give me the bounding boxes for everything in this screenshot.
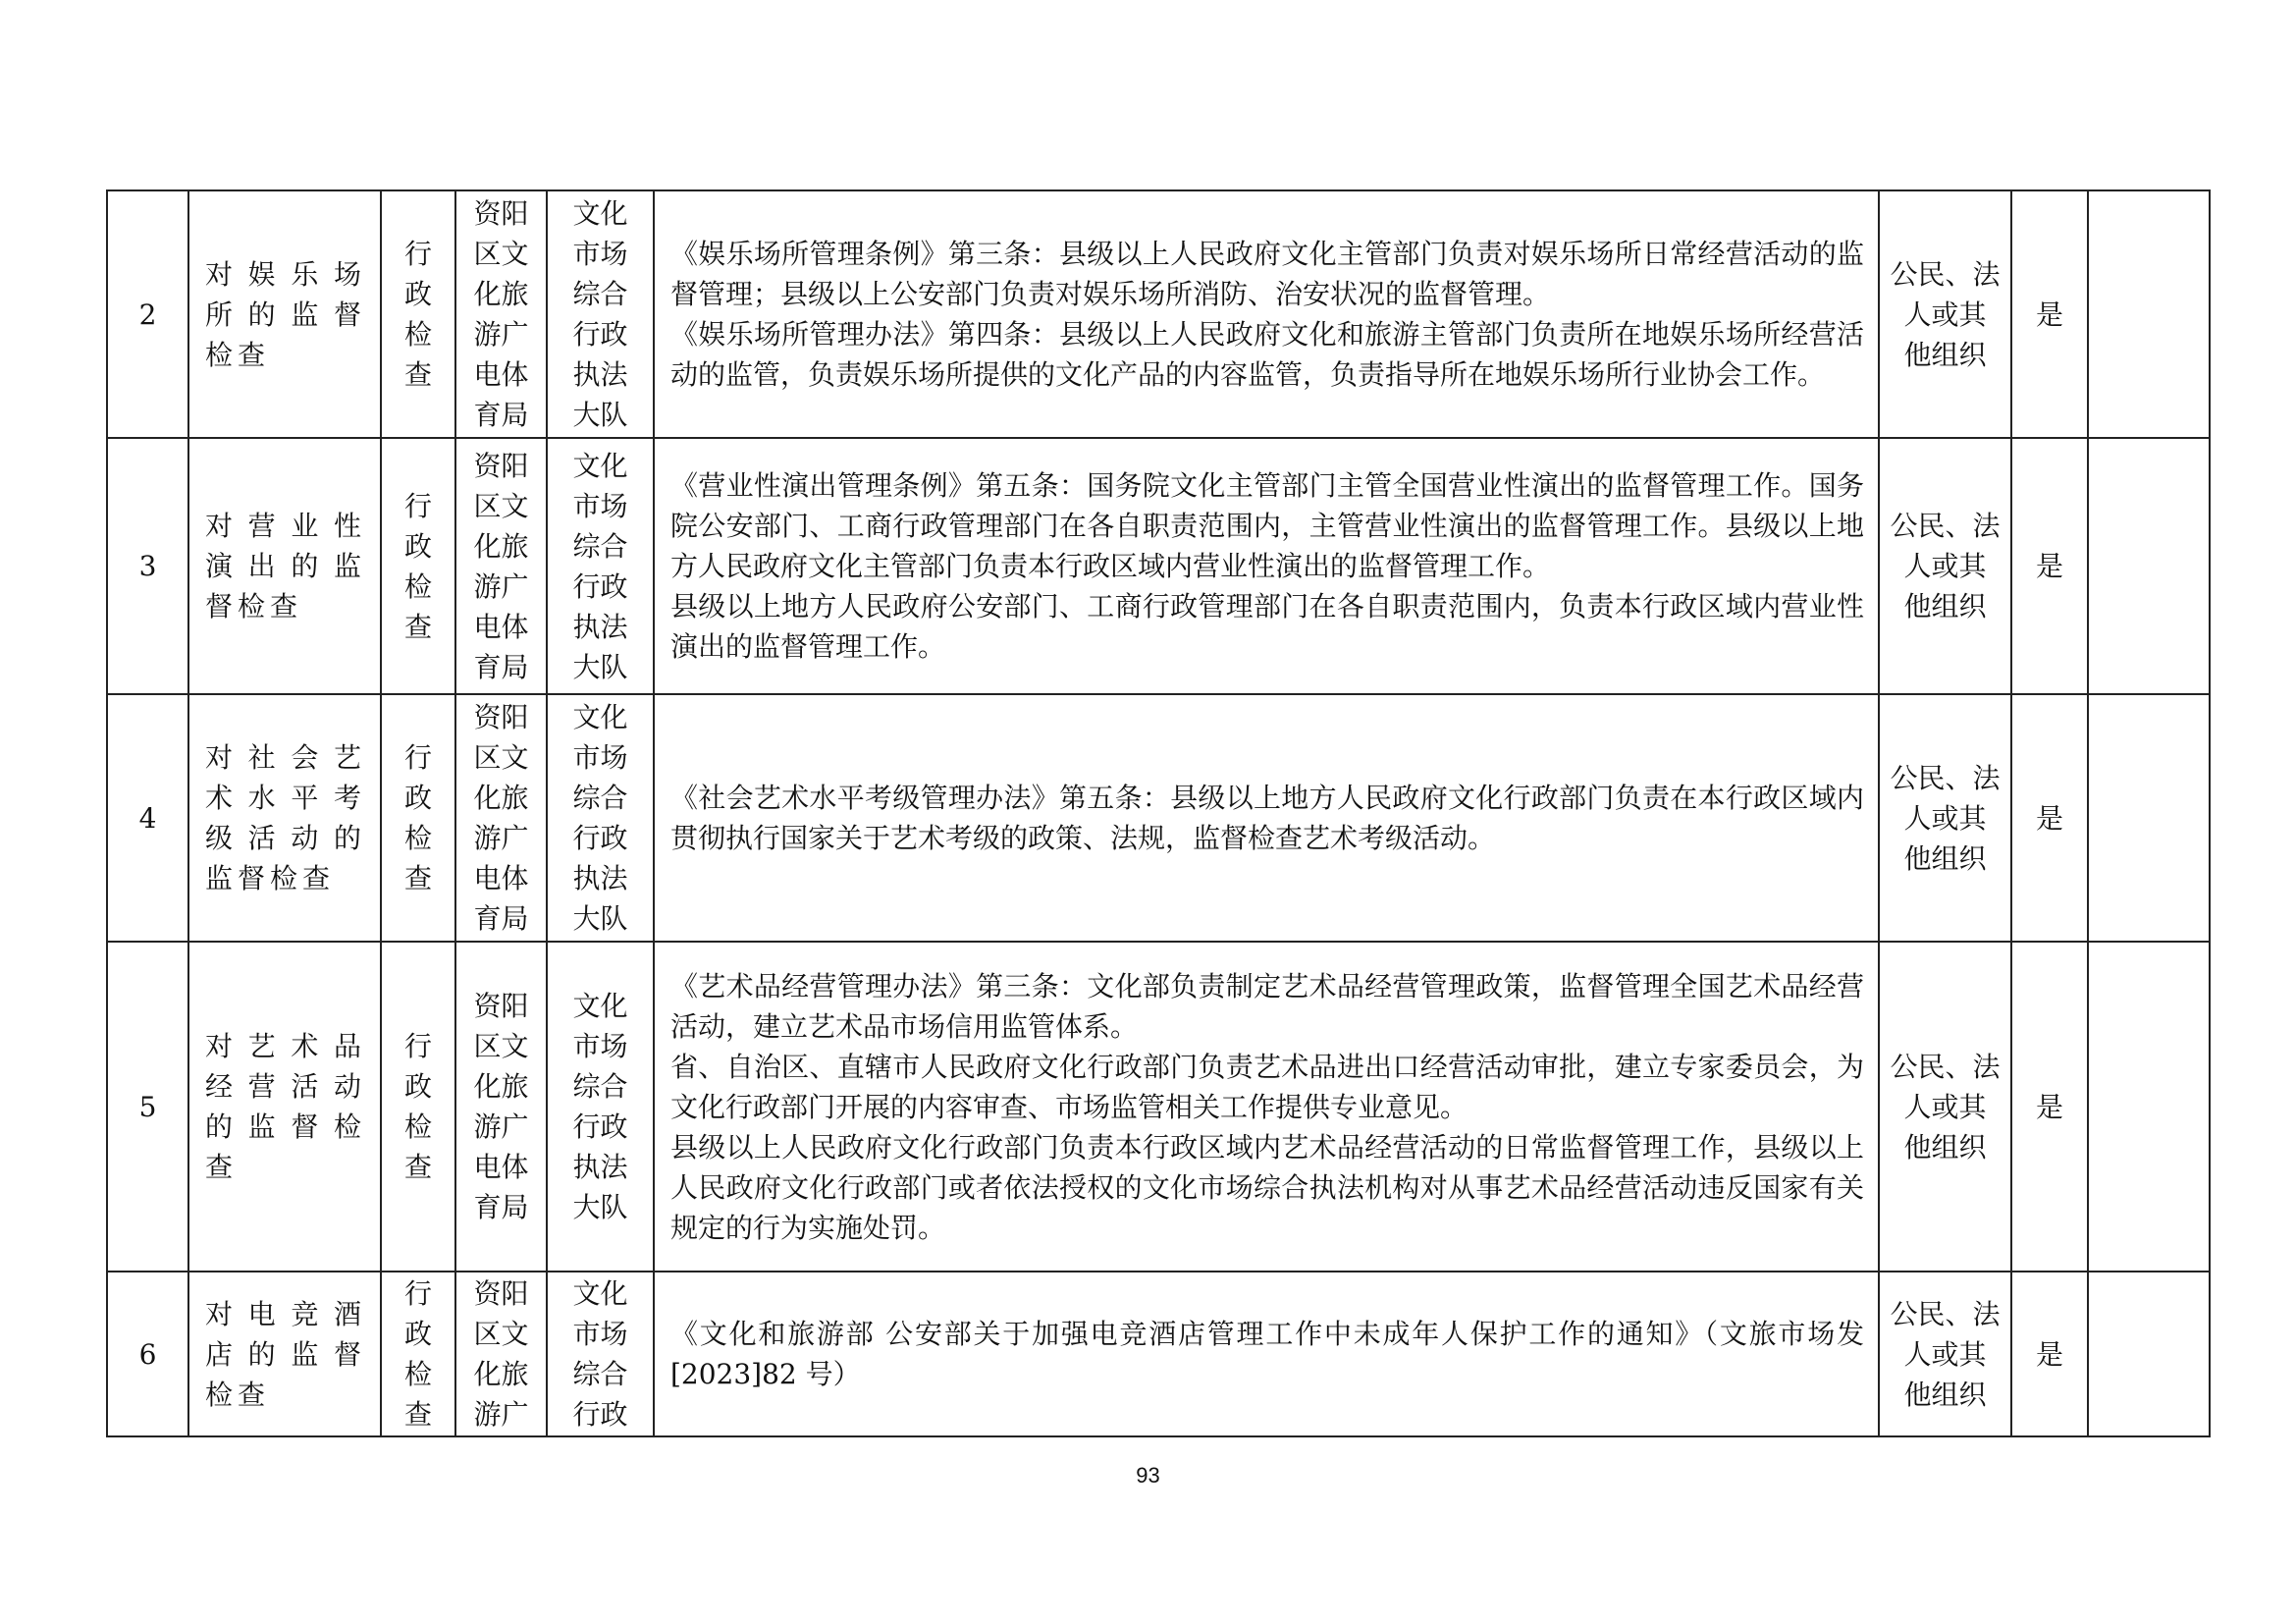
flag-cell: 是 xyxy=(2011,694,2088,942)
department-cell: 资阳 区文 化旅 游广 电体 育局 xyxy=(455,438,547,694)
subject-cell: 公民、法 人或其 他组织 xyxy=(1879,694,2011,942)
legal-basis-cell xyxy=(654,942,1879,1272)
category-cell: 行 政 检 查 xyxy=(381,942,455,1272)
note-cell xyxy=(2088,694,2210,942)
flag-cell: 是 xyxy=(2011,438,2088,694)
basis-paragraph: 县级以上地方人民政府公安部门、工商行政管理部门在各自职责范围内，负责本行政区域内营业性演出的监督管理工作。 xyxy=(670,590,1864,663)
category-cell: 行 政 检 查 xyxy=(381,1272,455,1436)
table-row xyxy=(107,438,2210,694)
executor-cell: 文化 市场 综合 行政 执法 大队 xyxy=(547,942,654,1272)
table-row xyxy=(107,942,2210,1272)
basis-paragraph: 《营业性演出管理条例》第五条：国务院文化主管部门主管全国营业性演出的监督管理工作。国务院公安部门、工商行政管理部门在各自职责范围内，主管营业性演出的监督管理工作。县级以上地方人民政府文化主管部门负责本行政区域内营业性演出的监督管理工作。 xyxy=(670,469,1864,582)
executor-cell: 文化 市场 综合 行政 执法 大队 xyxy=(547,438,654,694)
note-cell xyxy=(2088,1272,2210,1436)
item-name: 对艺术品经营活动的监督检查 xyxy=(188,942,381,1272)
basis-paragraph: 县级以上人民政府文化行政部门负责本行政区域内艺术品经营活动的日常监督管理工作，县级以上人民政府文化行政部门或者依法授权的文化市场综合执法机构对从事艺术品经营活动违反国家有关规定的行为实施处罚。 xyxy=(670,1130,1864,1244)
subject-cell: 公民、法 人或其 他组织 xyxy=(1879,1272,2011,1436)
subject-cell: 公民、法 人或其 他组织 xyxy=(1879,190,2011,438)
item-name: 对营业性演出的监督检查 xyxy=(188,438,381,694)
basis-paragraph: 《文化和旅游部 公安部关于加强电竞酒店管理工作中未成年人保护工作的通知》（文旅市场发[2023]82 号） xyxy=(670,1318,1864,1390)
department-cell: 资阳 区文 化旅 游广 xyxy=(455,1272,547,1436)
basis-paragraph: 《娱乐场所管理条例》第三条：县级以上人民政府文化主管部门负责对娱乐场所日常经营活动的监督管理；县级以上公安部门负责对娱乐场所消防、治安状况的监督管理。 xyxy=(670,238,1864,310)
executor-cell: 文化 市场 综合 行政 xyxy=(547,1272,654,1436)
category-cell: 行 政 检 查 xyxy=(381,438,455,694)
table-row xyxy=(107,1272,2210,1436)
flag-cell: 是 xyxy=(2011,190,2088,438)
flag-cell: 是 xyxy=(2011,1272,2088,1436)
legal-basis-cell xyxy=(654,190,1879,438)
row-number: 5 xyxy=(107,942,188,1272)
row-number: 4 xyxy=(107,694,188,942)
regulation-table xyxy=(106,189,2211,1437)
legal-basis-cell xyxy=(654,438,1879,694)
row-number: 2 xyxy=(107,190,188,438)
category-cell: 行 政 检 查 xyxy=(381,190,455,438)
executor-cell: 文化 市场 综合 行政 执法 大队 xyxy=(547,694,654,942)
subject-cell: 公民、法 人或其 他组织 xyxy=(1879,438,2011,694)
basis-paragraph: 《艺术品经营管理办法》第三条：文化部负责制定艺术品经营管理政策，监督管理全国艺术品经营活动，建立艺术品市场信用监管体系。 xyxy=(670,969,1864,1043)
legal-basis-cell xyxy=(654,1272,1879,1436)
legal-basis-cell xyxy=(654,694,1879,942)
department-cell: 资阳 区文 化旅 游广 电体 育局 xyxy=(455,190,547,438)
basis-paragraph: 省、自治区、直辖市人民政府文化行政部门负责艺术品进出口经营活动审批，建立专家委员会，为文化行政部门开展的内容审查、市场监管相关工作提供专业意见。 xyxy=(670,1050,1864,1123)
category-cell: 行 政 检 查 xyxy=(381,694,455,942)
page-number: 93 xyxy=(1136,1463,1160,1488)
basis-paragraph: 《娱乐场所管理办法》第四条：县级以上人民政府文化和旅游主管部门负责所在地娱乐场所经营活动的监管，负责娱乐场所提供的文化产品的内容监管，负责指导所在地娱乐场所行业协会工作。 xyxy=(670,318,1864,391)
flag-cell: 是 xyxy=(2011,942,2088,1272)
note-cell xyxy=(2088,438,2210,694)
subject-cell: 公民、法 人或其 他组织 xyxy=(1879,942,2011,1272)
department-cell: 资阳 区文 化旅 游广 电体 育局 xyxy=(455,942,547,1272)
row-number: 6 xyxy=(107,1272,188,1436)
note-cell xyxy=(2088,190,2210,438)
item-name: 对电竞酒店的监督检查 xyxy=(188,1272,381,1436)
item-name: 对娱乐场所的监督检查 xyxy=(188,190,381,438)
table-row xyxy=(107,694,2210,942)
row-number: 3 xyxy=(107,438,188,694)
basis-paragraph: 《社会艺术水平考级管理办法》第五条：县级以上地方人民政府文化行政部门负责在本行政区域内贯彻执行国家关于艺术考级的政策、法规，监督检查艺术考级活动。 xyxy=(670,782,1864,854)
department-cell: 资阳 区文 化旅 游广 电体 育局 xyxy=(455,694,547,942)
note-cell xyxy=(2088,942,2210,1272)
executor-cell: 文化 市场 综合 行政 执法 大队 xyxy=(547,190,654,438)
item-name: 对社会艺术水平考级活动的监督检查 xyxy=(188,694,381,942)
table-row xyxy=(107,190,2210,438)
